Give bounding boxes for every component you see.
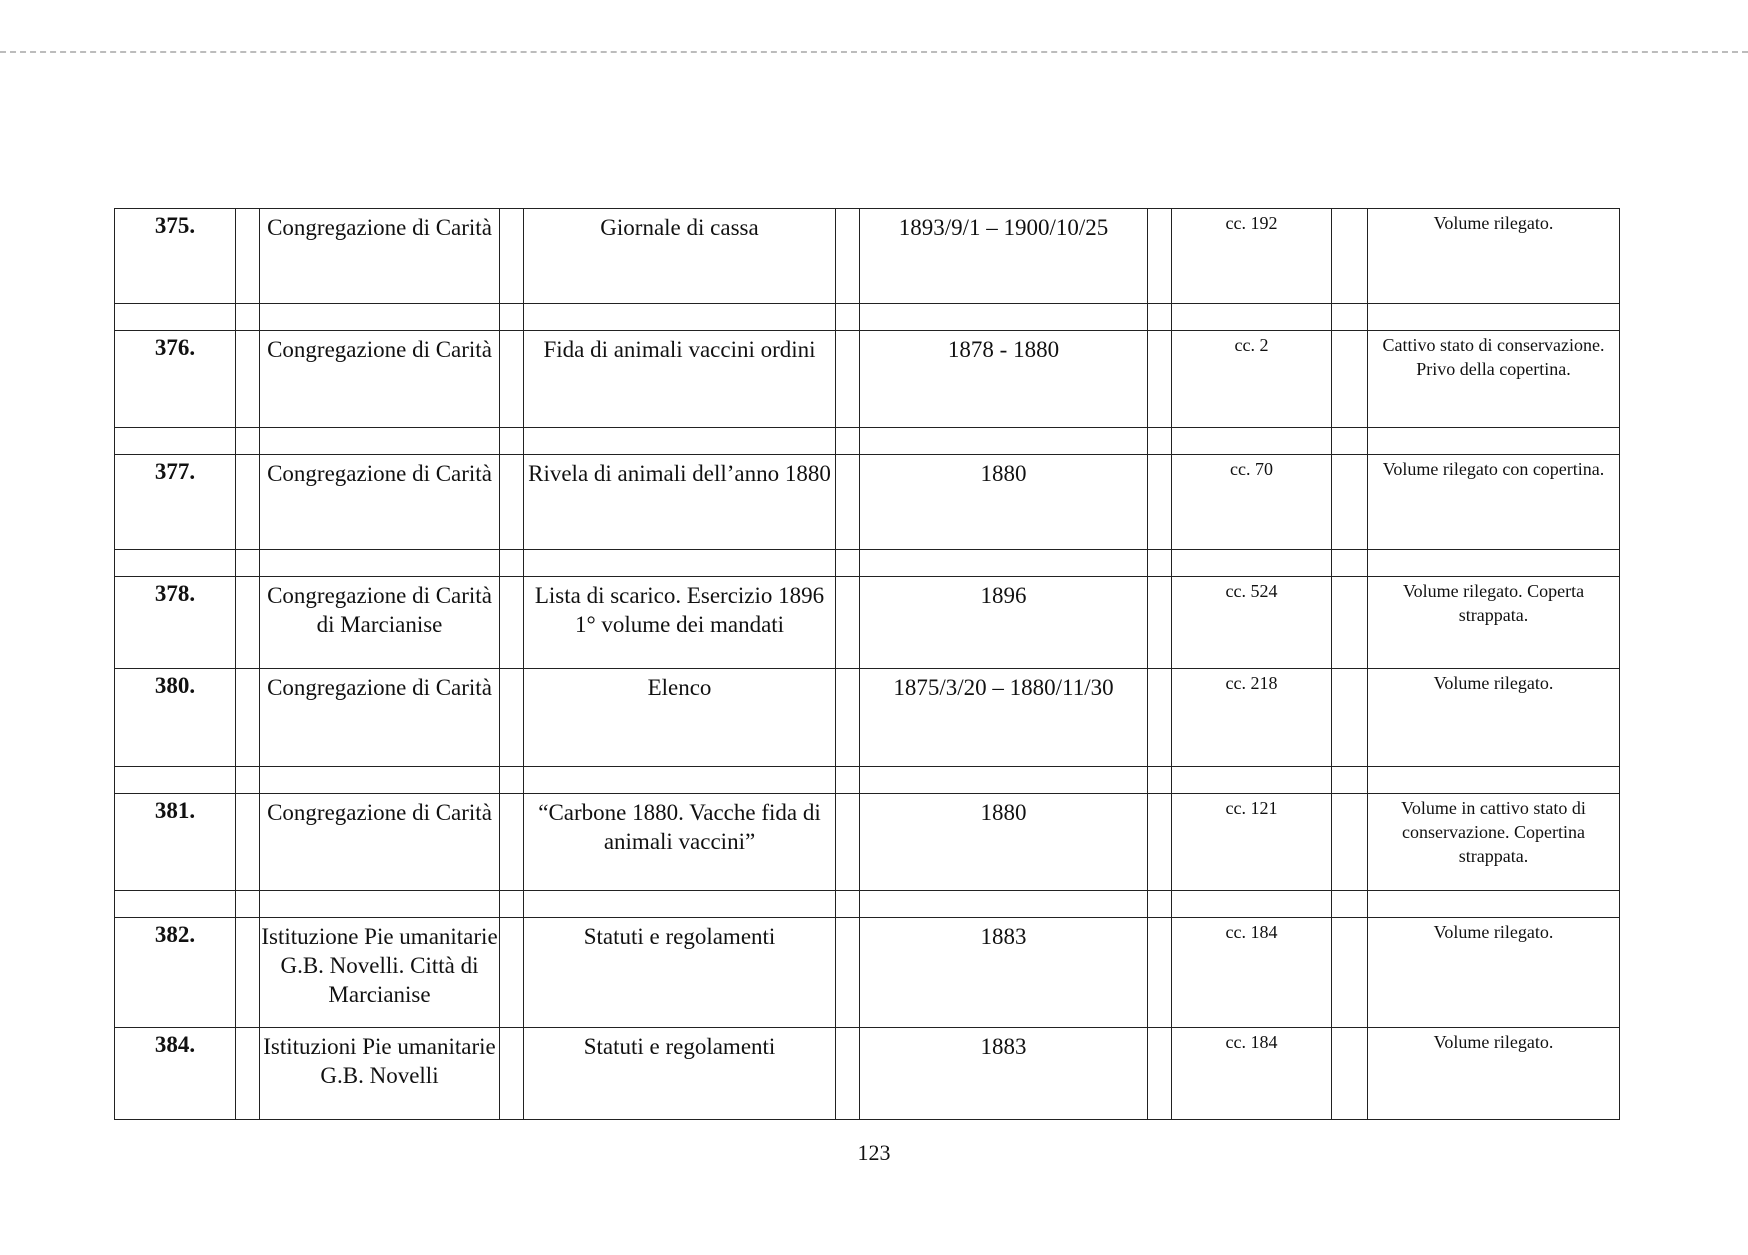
notes-cell: Volume rilegato. bbox=[1368, 669, 1620, 767]
gap-cell bbox=[1148, 455, 1172, 550]
spacer-cell bbox=[836, 550, 860, 577]
spacer-cell bbox=[1148, 304, 1172, 331]
gap-cell bbox=[836, 794, 860, 891]
description-cell: Giornale di cassa bbox=[524, 209, 836, 304]
notes-cell: Volume in cattivo stato di conservazione. Copertina strappata. bbox=[1368, 794, 1620, 891]
date-range-cell: 1875/3/20 – 1880/11/30 bbox=[860, 669, 1148, 767]
consistency-cell: cc. 2 bbox=[1172, 331, 1332, 428]
gap-cell bbox=[1148, 577, 1172, 669]
description-cell: Lista di scarico. Esercizio 1896 1° volume dei mandati bbox=[524, 577, 836, 669]
spacer-cell bbox=[1332, 304, 1368, 331]
spacer-cell bbox=[1368, 550, 1620, 577]
table-row bbox=[115, 918, 1620, 1028]
gap-cell bbox=[1332, 794, 1368, 891]
gap-cell bbox=[500, 794, 524, 891]
spacer-cell bbox=[236, 550, 260, 577]
date-range-cell: 1896 bbox=[860, 577, 1148, 669]
gap-cell bbox=[836, 577, 860, 669]
spacer-cell bbox=[1332, 891, 1368, 918]
spacer-cell bbox=[1148, 767, 1172, 794]
gap-cell bbox=[1332, 455, 1368, 550]
consistency-cell: cc. 184 bbox=[1172, 1028, 1332, 1120]
gap-cell bbox=[1148, 331, 1172, 428]
spacer-cell bbox=[860, 428, 1148, 455]
consistency-cell: cc. 121 bbox=[1172, 794, 1332, 891]
table-row bbox=[115, 669, 1620, 767]
spacer-cell bbox=[860, 767, 1148, 794]
gap-cell bbox=[236, 577, 260, 669]
spacer-cell bbox=[860, 550, 1148, 577]
gap-cell bbox=[236, 794, 260, 891]
date-range-cell: 1878 - 1880 bbox=[860, 331, 1148, 428]
entry-number: 381. bbox=[115, 794, 236, 891]
gap-cell bbox=[1332, 577, 1368, 669]
spacer-cell bbox=[260, 428, 500, 455]
spacer-cell bbox=[860, 891, 1148, 918]
spacer-cell bbox=[115, 304, 236, 331]
spacer-cell bbox=[115, 550, 236, 577]
spacer-cell bbox=[1368, 767, 1620, 794]
spacer-cell bbox=[115, 428, 236, 455]
spacer-cell bbox=[524, 550, 836, 577]
gap-cell bbox=[1332, 669, 1368, 767]
page-number: 123 bbox=[857, 1140, 891, 1165]
date-range-cell: 1880 bbox=[860, 794, 1148, 891]
institution-cell: Congregazione di Carità bbox=[260, 209, 500, 304]
consistency-cell: cc. 524 bbox=[1172, 577, 1332, 669]
entry-number: 376. bbox=[115, 331, 236, 428]
table-row bbox=[115, 1028, 1620, 1120]
entry-number: 375. bbox=[115, 209, 236, 304]
spacer-cell bbox=[524, 891, 836, 918]
spacer-cell bbox=[836, 767, 860, 794]
gap-cell bbox=[1332, 1028, 1368, 1120]
gap-cell bbox=[236, 918, 260, 1028]
date-range-cell: 1883 bbox=[860, 1028, 1148, 1120]
spacer-cell bbox=[1148, 550, 1172, 577]
gap-cell bbox=[1332, 209, 1368, 304]
spacer-cell bbox=[260, 891, 500, 918]
spacer-cell bbox=[236, 304, 260, 331]
entry-number: 382. bbox=[115, 918, 236, 1028]
gap-cell bbox=[500, 455, 524, 550]
spacer-cell bbox=[260, 550, 500, 577]
notes-cell: Volume rilegato. bbox=[1368, 918, 1620, 1028]
gap-cell bbox=[500, 331, 524, 428]
spacer-cell bbox=[500, 304, 524, 331]
consistency-cell: cc. 184 bbox=[1172, 918, 1332, 1028]
table-row bbox=[115, 209, 1620, 304]
gap-cell bbox=[836, 1028, 860, 1120]
table-row bbox=[115, 331, 1620, 428]
spacer-cell bbox=[1332, 550, 1368, 577]
description-cell: “Carbone 1880. Vacche fida di animali vaccini” bbox=[524, 794, 836, 891]
gap-cell bbox=[836, 209, 860, 304]
entry-number: 378. bbox=[115, 577, 236, 669]
spacer-cell bbox=[836, 428, 860, 455]
spacer-cell bbox=[836, 304, 860, 331]
gap-cell bbox=[236, 1028, 260, 1120]
notes-cell: Volume rilegato. bbox=[1368, 1028, 1620, 1120]
gap-cell bbox=[1148, 794, 1172, 891]
notes-cell: Volume rilegato. bbox=[1368, 209, 1620, 304]
spacer-row bbox=[115, 891, 1620, 918]
spacer-cell bbox=[1148, 428, 1172, 455]
gap-cell bbox=[1148, 669, 1172, 767]
gap-cell bbox=[236, 669, 260, 767]
gap-cell bbox=[500, 209, 524, 304]
gap-cell bbox=[236, 209, 260, 304]
spacer-cell bbox=[524, 767, 836, 794]
entry-number: 380. bbox=[115, 669, 236, 767]
spacer-cell bbox=[500, 891, 524, 918]
spacer-cell bbox=[1332, 428, 1368, 455]
date-range-cell: 1893/9/1 – 1900/10/25 bbox=[860, 209, 1148, 304]
spacer-cell bbox=[1332, 767, 1368, 794]
spacer-cell bbox=[1368, 304, 1620, 331]
gap-cell bbox=[1148, 1028, 1172, 1120]
notes-cell: Volume rilegato. Coperta strappata. bbox=[1368, 577, 1620, 669]
spacer-cell bbox=[260, 767, 500, 794]
spacer-cell bbox=[1172, 428, 1332, 455]
spacer-cell bbox=[500, 767, 524, 794]
spacer-cell bbox=[1172, 767, 1332, 794]
spacer-cell bbox=[500, 550, 524, 577]
spacer-cell bbox=[1172, 891, 1332, 918]
gap-cell bbox=[836, 331, 860, 428]
institution-cell: Istituzione Pie umanitarie G.B. Novelli. Città di Marcianise bbox=[260, 918, 500, 1028]
spacer-cell bbox=[236, 891, 260, 918]
spacer-cell bbox=[236, 428, 260, 455]
date-range-cell: 1883 bbox=[860, 918, 1148, 1028]
entry-number: 384. bbox=[115, 1028, 236, 1120]
spacer-cell bbox=[236, 767, 260, 794]
spacer-cell bbox=[115, 767, 236, 794]
spacer-row bbox=[115, 767, 1620, 794]
description-cell: Rivela di animali dell’anno 1880 bbox=[524, 455, 836, 550]
institution-cell: Istituzioni Pie umanitarie G.B. Novelli bbox=[260, 1028, 500, 1120]
description-cell: Statuti e regolamenti bbox=[524, 918, 836, 1028]
notes-cell: Volume rilegato con copertina. bbox=[1368, 455, 1620, 550]
gap-cell bbox=[236, 331, 260, 428]
spacer-cell bbox=[1172, 304, 1332, 331]
spacer-cell bbox=[1148, 891, 1172, 918]
spacer-cell bbox=[836, 891, 860, 918]
institution-cell: Congregazione di Carità bbox=[260, 455, 500, 550]
description-cell: Fida di animali vaccini ordini bbox=[524, 331, 836, 428]
entry-number: 377. bbox=[115, 455, 236, 550]
description-cell: Statuti e regolamenti bbox=[524, 1028, 836, 1120]
table-row bbox=[115, 794, 1620, 891]
institution-cell: Congregazione di Carità di Marcianise bbox=[260, 577, 500, 669]
gap-cell bbox=[500, 918, 524, 1028]
consistency-cell: cc. 192 bbox=[1172, 209, 1332, 304]
gap-cell bbox=[836, 669, 860, 767]
gap-cell bbox=[1148, 209, 1172, 304]
spacer-row bbox=[115, 428, 1620, 455]
institution-cell: Congregazione di Carità bbox=[260, 669, 500, 767]
table-row bbox=[115, 455, 1620, 550]
gap-cell bbox=[1148, 918, 1172, 1028]
spacer-row bbox=[115, 550, 1620, 577]
gap-cell bbox=[1332, 918, 1368, 1028]
gap-cell bbox=[836, 918, 860, 1028]
gap-cell bbox=[1332, 331, 1368, 428]
gap-cell bbox=[836, 455, 860, 550]
description-cell: Elenco bbox=[524, 669, 836, 767]
gap-cell bbox=[500, 577, 524, 669]
consistency-cell: cc. 218 bbox=[1172, 669, 1332, 767]
spacer-cell bbox=[115, 891, 236, 918]
spacer-cell bbox=[1172, 550, 1332, 577]
institution-cell: Congregazione di Carità bbox=[260, 794, 500, 891]
spacer-cell bbox=[860, 304, 1148, 331]
top-dashed-rule bbox=[0, 51, 1748, 53]
spacer-cell bbox=[500, 428, 524, 455]
consistency-cell: cc. 70 bbox=[1172, 455, 1332, 550]
spacer-cell bbox=[524, 304, 836, 331]
notes-cell: Cattivo stato di conservazione. Privo della copertina. bbox=[1368, 331, 1620, 428]
gap-cell bbox=[500, 669, 524, 767]
gap-cell bbox=[236, 455, 260, 550]
archive-inventory-table bbox=[114, 208, 1620, 1120]
gap-cell bbox=[500, 1028, 524, 1120]
spacer-cell bbox=[260, 304, 500, 331]
spacer-cell bbox=[524, 428, 836, 455]
date-range-cell: 1880 bbox=[860, 455, 1148, 550]
spacer-cell bbox=[1368, 891, 1620, 918]
institution-cell: Congregazione di Carità bbox=[260, 331, 500, 428]
spacer-row bbox=[115, 304, 1620, 331]
spacer-cell bbox=[1368, 428, 1620, 455]
table-row bbox=[115, 577, 1620, 669]
